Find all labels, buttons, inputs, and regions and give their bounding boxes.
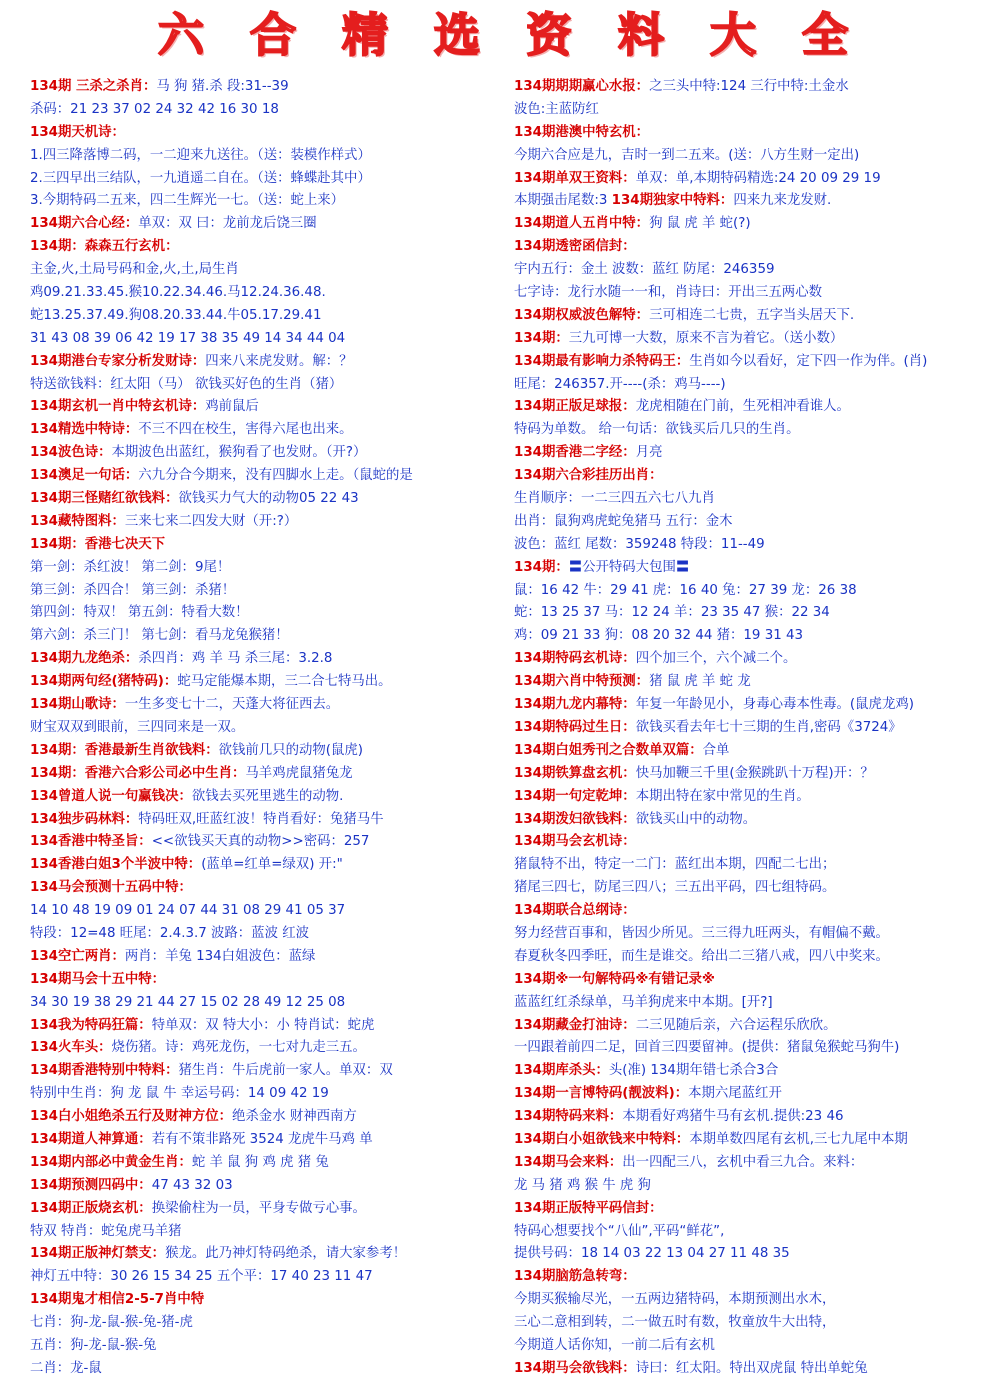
text-line <box>514 1335 1002 1358</box>
text-line <box>30 351 500 374</box>
text-line <box>514 1060 1002 1083</box>
line-heading: 134期三怪赌红欲钱料： <box>30 491 179 507</box>
line-heading: 134我为特码狂篇： <box>30 1017 152 1033</box>
line-text: 欲钱前几只的动物(鼠虎) <box>218 742 363 758</box>
line-text: 七字诗：龙行水随一一和，肖诗曰：开出三五两心数 <box>514 285 822 301</box>
text-line <box>514 877 1002 900</box>
text-line <box>514 213 1002 236</box>
line-text: 第三剑：杀四合！ 第三剑：杀猪！ <box>30 582 236 598</box>
line-heading: 134期泼妇欲钱料： <box>514 811 636 827</box>
text-line <box>30 946 500 969</box>
text-line <box>514 809 1002 832</box>
title-char: 合 <box>250 8 298 62</box>
text-line <box>514 900 1002 923</box>
line-heading: 134期：香港最新生肖欲钱料： <box>30 742 219 758</box>
line-heading: 134香港中特圣旨： <box>30 834 152 850</box>
line-text: 诗曰：红太阳。特出双虎鼠 特出单蛇兔 <box>635 1360 868 1376</box>
line-heading: 134独步码林料： <box>30 811 139 827</box>
line-heading: 134期白小姐欲钱来中特料： <box>514 1131 690 1147</box>
text-line <box>30 1060 500 1083</box>
text-line <box>30 671 500 694</box>
line-text: 年复一年龄见小，身毒心毒本性毒。(鼠虎龙鸡) <box>635 697 914 713</box>
line-heading: 134期库杀头： <box>514 1063 609 1079</box>
line-text: 猪尾三四七，防尾三四八；三五出平码，四七组特码。 <box>514 880 836 896</box>
line-heading: 134香港白姐3个半波中特： <box>30 857 202 873</box>
line-text: 猪鼠特不出，特定一二门：蓝红出本期，四配二七出； <box>514 857 836 873</box>
text-line <box>514 305 1002 328</box>
text-line <box>30 1358 500 1381</box>
line-text: 猪 鼠 虎 羊 蛇 龙 <box>649 674 751 690</box>
text-line <box>30 717 500 740</box>
line-heading: 134期玄机一肖中特玄机诗： <box>30 399 206 415</box>
line-text: 今期六合应是九，吉时一到二五来。(送：八方生财一定出) <box>514 147 860 163</box>
line-text: 欲钱去买死里逃生的动物. <box>191 788 344 804</box>
text-line <box>514 511 1002 534</box>
line-heading: 134期正版烧玄机： <box>30 1200 152 1216</box>
line-heading: 134期道人五肖中特： <box>514 216 650 232</box>
text-line <box>514 648 1002 671</box>
text-line <box>30 259 500 282</box>
line-heading: 134空亡两肖： <box>30 948 125 964</box>
line-heading: 134期一句定乾坤： <box>514 788 636 804</box>
text-line <box>30 831 500 854</box>
line-text: 努力经营百事和，皆因少所见。三三得九旺两头，有帽偏不戴。 <box>514 925 889 941</box>
text-line <box>30 854 500 877</box>
text-line <box>30 1221 500 1244</box>
line-text: 特段：12=48 旺尾：2.4.3.7 波路：蓝波 红波 <box>30 925 309 941</box>
line-heading: 134期：香港七决天下 <box>30 536 166 552</box>
text-line <box>30 145 500 168</box>
line-text: 2.三四早出三结队，一九逍遥二自在。（送：蜂蝶赴其中） <box>30 170 371 186</box>
text-line <box>30 99 500 122</box>
line-heading: 134期港澳中特玄机： <box>514 124 650 140</box>
text-line <box>30 557 500 580</box>
text-line <box>30 602 500 625</box>
title-char: 料 <box>618 8 666 62</box>
line-heading: 134白小姐绝杀五行及财神方位： <box>30 1109 233 1125</box>
line-text: 旺尾：246357.开----(杀：鸡马----) <box>514 376 726 392</box>
line-heading: 134火车头： <box>30 1040 112 1056</box>
line-text: 今期买猴输尽光，一五两边猪特码，本期预测出水木， <box>514 1292 836 1308</box>
line-text: 绝杀金水 财神西南方 <box>232 1109 357 1125</box>
text-line <box>514 1106 1002 1129</box>
line-heading: 134期马会玄机诗： <box>514 834 636 850</box>
text-line <box>30 1152 500 1175</box>
line-heading: 134期透密函信封： <box>514 239 636 255</box>
line-text: 特码为单数。 给一句话：欲钱买后几只的生肖。 <box>514 422 800 438</box>
text-line <box>514 831 1002 854</box>
line-text: 龙虎相随在门前，生死相冲看谁人。 <box>635 399 850 415</box>
line-text: 鼠：16 42 牛：29 41 虎：16 40 兔：27 39 龙：26 38 <box>514 582 857 598</box>
text-line <box>514 1358 1002 1381</box>
line-text: 第六剑：杀三门！ 第七剑：看马龙兔猴猪！ <box>30 628 289 644</box>
line-text: 第一剑：杀红波！ 第二剑：9尾！ <box>30 559 231 575</box>
line-text: 狗 鼠 虎 羊 蛇(?) <box>649 216 751 232</box>
line-text: 龙 马 猪 鸡 猴 牛 虎 狗 <box>514 1177 651 1193</box>
text-line <box>514 76 1002 99</box>
line-text: 出肖：鼠狗鸡虎蛇兔猪马 五行：金木 <box>514 513 733 529</box>
text-line <box>514 190 1002 213</box>
text-line <box>30 1289 500 1312</box>
text-line <box>30 1312 500 1335</box>
line-heading: 134期道人神算通： <box>30 1131 152 1147</box>
line-heading: 134期正版神灯禁支： <box>30 1246 166 1262</box>
line-text: 猪生肖：牛后虎前一家人。单双：双 <box>178 1063 393 1079</box>
line-text: 蛇：13 25 37 马：12 24 羊：23 35 47 猴：22 34 <box>514 605 830 621</box>
page-title <box>0 0 1008 64</box>
line-text: 蓝蓝红红杀绿单，马羊狗虎来中本期。[开?] <box>514 994 773 1010</box>
text-line <box>514 717 1002 740</box>
title-char: 资 <box>526 8 574 62</box>
line-text: 欲钱买力气大的动物05 22 43 <box>178 491 359 507</box>
line-heading: 134澳足一句话： <box>30 468 139 484</box>
text-line <box>514 1152 1002 1175</box>
text-line <box>30 305 500 328</box>
line-heading: 134期香港二字经： <box>514 445 636 461</box>
text-line <box>514 396 1002 419</box>
line-heading: 134期天机诗： <box>30 124 125 140</box>
line-heading: 134期联合总纲诗： <box>514 903 636 919</box>
text-line <box>514 946 1002 969</box>
text-line <box>30 580 500 603</box>
line-heading: 134期六合心经： <box>30 216 139 232</box>
line-text: 蛇13.25.37.49.狗08.20.33.44.牛05.17.29.41 <box>30 307 322 323</box>
text-line <box>30 625 500 648</box>
text-line <box>514 923 1002 946</box>
line-text: 〓公开特码大包围〓 <box>568 559 690 575</box>
line-text: 宇内五行：金土 波数：蓝红 防尾：246359 <box>514 262 775 278</box>
text-line <box>514 465 1002 488</box>
text-line <box>514 374 1002 397</box>
text-line <box>514 1015 1002 1038</box>
line-text: 本期波色出蓝红，猴狗看了也发财。（开?） <box>111 445 367 461</box>
line-heading: 134期：香港六合彩公司必中生肖： <box>30 765 246 781</box>
line-text: 之三头中特:124 三行中特:土金水 <box>649 79 849 94</box>
line-text: 提供号码：18 14 03 22 13 04 27 11 48 35 <box>514 1246 790 1262</box>
line-text: 头(准) 134期年错七杀合3合 <box>608 1063 779 1079</box>
line-heading: 134期藏金打油诗： <box>514 1017 636 1033</box>
text-line <box>514 122 1002 145</box>
text-line <box>514 1243 1002 1266</box>
text-line <box>30 236 500 259</box>
text-line <box>514 1266 1002 1289</box>
text-line <box>514 1312 1002 1335</box>
text-line <box>30 969 500 992</box>
line-heading: 134期最有影响力杀特码王： <box>514 353 690 369</box>
line-heading: 134期： <box>514 330 569 346</box>
title-char: 六 <box>158 8 206 62</box>
text-line <box>514 1037 1002 1060</box>
text-line <box>30 877 500 900</box>
text-line <box>30 442 500 465</box>
line-text: 鸡前鼠后 <box>205 399 259 415</box>
text-line <box>30 328 500 351</box>
line-heading: 134曾道人说一句赢钱决： <box>30 788 192 804</box>
text-line <box>30 809 500 832</box>
line-text: 马 狗 猪.杀 段:31--39 <box>156 79 289 94</box>
line-heading: 134期铁算盘玄机： <box>514 765 636 781</box>
line-text: 二肖：龙-鼠 <box>30 1360 102 1376</box>
line-heading: 134期两句经(猪特码)： <box>30 674 178 690</box>
line-text: 三九可博一大数，原来不言为着它。（送小数） <box>568 330 844 346</box>
line-heading: 134期独家中特料： <box>611 193 734 209</box>
line-text: 鸡09.21.33.45.猴10.22.34.46.马12.24.36.48. <box>30 285 326 301</box>
text-line <box>30 511 500 534</box>
text-line <box>514 1175 1002 1198</box>
text-line <box>514 1129 1002 1152</box>
line-heading: 134期正版特平码信封： <box>514 1200 663 1216</box>
right-column <box>514 76 1002 1381</box>
line-heading: 134期九龙内幕特： <box>514 697 636 713</box>
text-line <box>30 1015 500 1038</box>
line-heading: 134期权威波色解特： <box>514 307 650 323</box>
text-line <box>30 282 500 305</box>
text-line <box>30 992 500 1015</box>
text-line <box>514 740 1002 763</box>
line-heading: 134期九龙绝杀： <box>30 651 139 667</box>
line-text: 特码旺双,旺蓝红波！特肖看好：兔猪马牛 <box>138 811 384 827</box>
line-text: 特送欲钱料：红太阳（马） 欲钱买好色的生肖（猪） <box>30 376 343 392</box>
line-text: 特单双：双 特大小：小 特肖试：蛇虎 <box>151 1017 375 1033</box>
line-text: 3.今期特码二五来，四二生辉光一七。（送：蛇上来） <box>30 193 345 209</box>
text-line <box>514 580 1002 603</box>
text-line <box>514 259 1002 282</box>
line-text: 本期强击尾数:3 <box>514 193 612 209</box>
text-line <box>30 1037 500 1060</box>
text-line <box>514 1221 1002 1244</box>
line-text: 三来七来二四发大财（开:?） <box>124 513 298 529</box>
line-heading: 134期鬼才相信2-5-7肖中特 <box>30 1292 205 1308</box>
line-text: 合单 <box>702 742 730 758</box>
text-line <box>514 442 1002 465</box>
line-text: 七肖：狗-龙-鼠-猴-兔-猪-虎 <box>30 1315 193 1331</box>
line-heading: 134期特码玄机诗： <box>514 651 636 667</box>
line-heading: 134期特码来料： <box>514 1109 623 1125</box>
text-line <box>514 419 1002 442</box>
text-line <box>514 1289 1002 1312</box>
line-text: (蓝单=红单=绿双) 开:" <box>201 857 343 873</box>
left-column <box>30 76 500 1381</box>
text-line <box>30 694 500 717</box>
line-text: 若有不策非路死 3524 龙虎牛马鸡 单 <box>151 1131 373 1147</box>
line-heading: 134期六合彩挂历出肖： <box>514 468 663 484</box>
line-heading: 134精选中特诗： <box>30 422 139 438</box>
line-text: 换梁偷柱为一员，平身专做亏心事。 <box>151 1200 366 1216</box>
text-line <box>514 1083 1002 1106</box>
line-text: 本期六尾蓝红开 <box>688 1086 782 1102</box>
line-text: 1.四三降落博二码，一二迎来九送往。（送：装模作样式） <box>30 147 371 163</box>
text-line <box>514 351 1002 374</box>
text-line <box>514 969 1002 992</box>
text-line <box>514 786 1002 809</box>
line-text: 四个加三个，六个减二个。 <box>635 651 797 667</box>
line-text: <<欲钱买天真的动物>>密码：257 <box>151 834 370 850</box>
text-line <box>514 236 1002 259</box>
line-heading: 134波色诗： <box>30 445 112 461</box>
line-heading: 134藏特图料： <box>30 513 125 529</box>
line-text: 单双：双 曰：龙前龙后饶三圈 <box>138 216 317 232</box>
title-char: 选 <box>434 8 482 62</box>
line-text: 欲钱买山中的动物。 <box>635 811 757 827</box>
text-line <box>514 488 1002 511</box>
text-line <box>514 1198 1002 1221</box>
line-heading: 134期内部必中黄金生肖： <box>30 1154 192 1170</box>
line-text: 三心二意相到转，二一做五时有数，牧童放牛大出特， <box>514 1315 836 1331</box>
text-line <box>30 1083 500 1106</box>
text-line <box>30 419 500 442</box>
line-text: 二三见随后亲，六合运程乐欣欣。 <box>635 1017 837 1033</box>
line-text: 31 43 08 39 06 42 19 17 38 35 49 14 34 44 04 <box>30 330 346 346</box>
text-line <box>30 1266 500 1289</box>
text-line <box>514 694 1002 717</box>
line-heading: 134马会预测十五码中特： <box>30 880 192 896</box>
text-line <box>30 786 500 809</box>
line-text: 三可相连二七贵，五字当头居天下. <box>649 307 855 323</box>
line-text: 34 30 19 38 29 21 44 27 15 02 28 49 12 25 08 <box>30 994 346 1010</box>
text-line <box>30 374 500 397</box>
line-text: 生肖顺序：一二三四五六七八九肖 <box>514 491 715 507</box>
line-heading: 134期正版足球报： <box>514 399 636 415</box>
line-text: 第四剑：特双！ 第五剑：特看大数！ <box>30 605 249 621</box>
line-text: 一四跟着前四二足，回首三四要留神。(提供：猪鼠兔猴蛇马狗牛) <box>514 1040 900 1056</box>
title-char: 精 <box>342 8 390 62</box>
line-text: 波色：蓝红 尾数：359248 特段：11--49 <box>514 536 765 552</box>
line-text: 五肖：狗-龙-鼠-猴-兔 <box>30 1337 157 1353</box>
text-line <box>514 534 1002 557</box>
line-text: 不三不四在校生，害得六尾也出来。 <box>138 422 353 438</box>
line-text: 月亮 <box>635 445 663 461</box>
text-line <box>30 76 500 99</box>
text-line <box>30 648 500 671</box>
line-heading: 134期 三杀之杀肖： <box>30 79 157 94</box>
text-line <box>30 168 500 191</box>
text-line <box>30 740 500 763</box>
line-heading: 134期港台专家分析发财诗： <box>30 353 206 369</box>
line-text: 生肖如今以看好，定下四一作为伴。(肖) <box>689 353 928 369</box>
line-heading: 134期一言博特码(靓波料)： <box>514 1086 689 1102</box>
line-heading: 134期六肖中特预测： <box>514 674 650 690</box>
line-heading: 134期期期赢心水报： <box>514 79 650 94</box>
line-text: 14 10 48 19 09 01 24 07 44 31 08 29 41 05 37 <box>30 903 346 919</box>
text-line <box>514 168 1002 191</box>
text-line <box>514 671 1002 694</box>
text-line <box>514 557 1002 580</box>
title-char: 全 <box>802 8 850 62</box>
text-line <box>514 854 1002 877</box>
line-text: 蛇 羊 鼠 狗 鸡 虎 猪 兔 <box>191 1154 329 1170</box>
text-line <box>30 1243 500 1266</box>
line-heading: 134期白姐秀刊之合数单双篇： <box>514 742 703 758</box>
text-line <box>30 465 500 488</box>
line-text: 财宝双双到眼前，三四同来是一双。 <box>30 719 245 735</box>
text-line <box>30 900 500 923</box>
text-line <box>514 602 1002 625</box>
line-heading: 134期※一句解特码※有错记录※ <box>514 971 715 987</box>
line-text: 快马加鞭三千里(金猴跳趴十万程)开：？ <box>635 765 874 781</box>
line-heading: 134期脑筋急转弯： <box>514 1269 636 1285</box>
line-heading: 134期马会来料： <box>514 1154 623 1170</box>
text-line <box>514 328 1002 351</box>
line-text: 出一四配三八，玄机中看三九合。来料： <box>622 1154 864 1170</box>
line-text: 本期看好鸡猪牛马有玄机.提供:23 46 <box>622 1109 844 1125</box>
line-text: 烧伤猪。诗：鸡死龙伤，一七对九走三五。 <box>111 1040 366 1056</box>
line-heading: 134期单双王资料： <box>514 170 636 186</box>
text-line <box>30 190 500 213</box>
line-heading: 134期特码过生日： <box>514 719 636 735</box>
title-char: 大 <box>710 8 758 62</box>
line-text: 特码心想要找个“八仙”,平码“鲜花”, <box>514 1223 725 1239</box>
line-heading: 134期马会欲钱料： <box>514 1360 636 1376</box>
line-text: 春夏秋冬四季旺，而生是谁交。给出二三猪八戒，四八中奖来。 <box>514 948 889 964</box>
text-line <box>514 763 1002 786</box>
line-text: 神灯五中特：30 26 15 34 25 五个平：17 40 23 11 47 <box>30 1269 373 1285</box>
line-text: 杀码：21 23 37 02 24 32 42 16 30 18 <box>30 101 279 117</box>
text-line <box>30 1198 500 1221</box>
text-line <box>30 534 500 557</box>
text-line <box>30 1335 500 1358</box>
line-text: 鸡：09 21 33 狗：08 20 32 44 猪：19 31 43 <box>514 628 804 644</box>
text-line <box>514 625 1002 648</box>
line-heading: 134期山歌诗： <box>30 697 125 713</box>
line-text: 本期出特在家中常见的生肖。 <box>635 788 810 804</box>
text-line <box>514 282 1002 305</box>
text-line <box>30 763 500 786</box>
line-text: 四来九来龙发财. <box>733 193 832 209</box>
line-text: 47 43 32 03 <box>151 1177 233 1193</box>
text-line <box>30 396 500 419</box>
line-text: 今期道人话你知，一前二后有玄机 <box>514 1337 715 1353</box>
line-text: 杀四肖：鸡 羊 马 杀三尾：3.2.8 <box>138 651 333 667</box>
text-line <box>514 99 1002 122</box>
text-line <box>30 1129 500 1152</box>
line-text: 两肖：羊兔 134白姐波色：蓝绿 <box>124 948 316 964</box>
line-text: 四来八来虎发财。解：？ <box>205 353 353 369</box>
line-text: 本期单数四尾有玄机,三七九尾中本期 <box>689 1131 908 1147</box>
line-text: 欲钱买看去年七十三期的生肖,密码《3724》 <box>635 719 902 735</box>
line-text: 蛇马定能爆本期，三二合七特马出。 <box>177 674 392 690</box>
text-line <box>30 923 500 946</box>
line-text: 一生多变七十二，天蓬大将征西去。 <box>124 697 340 713</box>
line-heading: 134期： <box>514 559 569 575</box>
text-line <box>30 1106 500 1129</box>
line-heading: 134期香港特别中特料： <box>30 1063 179 1079</box>
line-text: 单双：单,本期特码精选:24 20 09 29 19 <box>635 170 881 186</box>
text-line <box>30 213 500 236</box>
line-text: 特双 特肖：蛇兔虎马羊猪 <box>30 1223 182 1239</box>
line-text: 主金,火,土局号码和金,火,土,局生肖 <box>30 262 239 278</box>
text-line <box>514 992 1002 1015</box>
text-line <box>30 1175 500 1198</box>
line-heading: 134期马会十五中特： <box>30 971 166 987</box>
line-text: 马羊鸡虎鼠猪兔龙 <box>245 765 353 781</box>
line-heading: 134期：森森五行玄机： <box>30 239 179 255</box>
line-heading: 134期预测四码中： <box>30 1177 152 1193</box>
line-text: 特别中生肖：狗 龙 鼠 牛 幸运号码：14 09 42 19 <box>30 1086 329 1102</box>
line-text: 波色:主蓝防红 <box>514 101 599 117</box>
text-line <box>30 488 500 511</box>
text-line <box>514 145 1002 168</box>
text-line <box>30 122 500 145</box>
line-text: 猴龙。此乃神灯特码绝杀，请大家参考！ <box>165 1246 407 1262</box>
line-text: 六九分合今期来，没有四脚水上走。（鼠蛇的是 <box>138 468 413 484</box>
